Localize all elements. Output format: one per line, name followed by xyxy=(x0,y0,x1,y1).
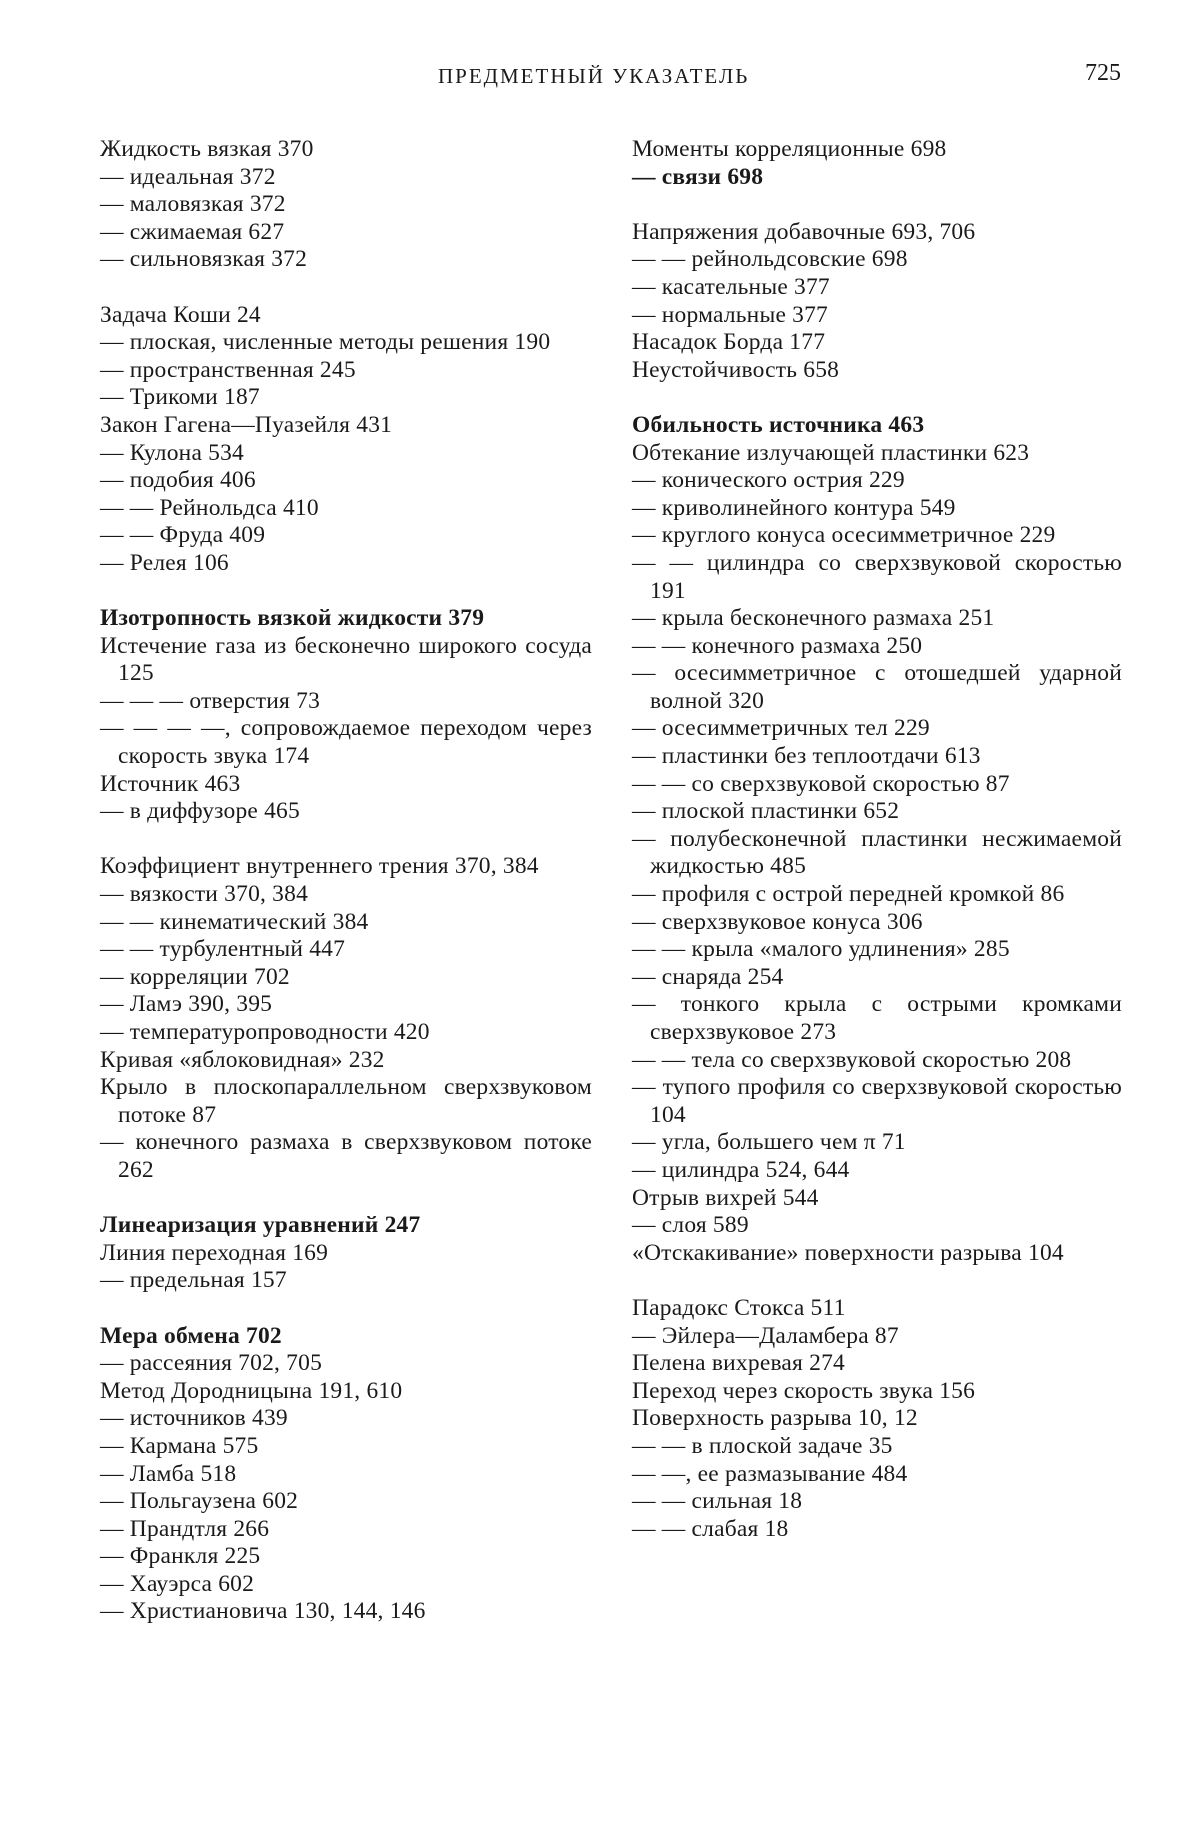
index-entry: — вязкости 370, 384 xyxy=(100,881,309,908)
index-entry: — — крыла «малого удлинения» 285 xyxy=(632,936,1010,963)
index-entry: — — — отверстия 73 xyxy=(100,687,321,714)
index-entry: Линеаризация уравнений 247 xyxy=(100,1212,421,1239)
index-entry: — цилиндра 524, 644 xyxy=(632,1156,850,1183)
index-entry: Жидкость вязкая 370 xyxy=(100,136,314,162)
index-entry: — маловязкая 372 xyxy=(100,191,286,218)
index-column-left xyxy=(100,136,592,1626)
index-entry: — круглого конуса осесимметричное 229 xyxy=(632,522,1056,549)
page-number: 725 xyxy=(1085,60,1121,86)
index-entry: — — Рейнольдса 410 xyxy=(100,494,319,521)
index-entry: — — Фруда 409 xyxy=(100,522,266,549)
entry-gap xyxy=(100,1185,592,1213)
index-entry: — нормальные 377 xyxy=(632,301,829,328)
index-entry: — сильновязкая 372 xyxy=(100,246,308,273)
entry-gap xyxy=(100,1295,592,1323)
index-entry: — идеальная 372 xyxy=(100,163,276,190)
index-entry: — сверхзвуковое конуса 306 xyxy=(632,908,923,935)
index-entry: Линия переходная 169 xyxy=(100,1239,329,1266)
index-entry: — в диффузоре 465 xyxy=(100,798,300,825)
index-entry: — предельная 157 xyxy=(100,1267,287,1294)
index-entry: — температуропроводности 420 xyxy=(100,1019,430,1045)
index-entry: Напряжения добавочные 693, 706 xyxy=(632,218,976,245)
index-entry: — плоской пластинки 652 xyxy=(632,798,900,825)
index-entry: — касательные 377 xyxy=(632,273,830,300)
index-entry: Поверхность разрыва 10, 12 xyxy=(632,1405,918,1432)
index-entry: — конечного размаха в сверхзвуковом потоке 262 xyxy=(100,1129,592,1183)
index-entry: Пелена вихревая 274 xyxy=(632,1350,845,1377)
index-entry: — — рейнольдсовские 698 xyxy=(632,246,908,273)
index-entry: — — в плоской задаче 35 xyxy=(632,1432,893,1459)
index-entry: — крыла бесконечного размаха 251 xyxy=(632,605,995,632)
index-entry: — Франкля 225 xyxy=(100,1543,261,1570)
index-entry: — Ламэ 390, 395 xyxy=(100,991,273,1018)
index-entry: — — цилиндра со сверхзвуковой скоростью 191 xyxy=(632,549,1122,604)
index-entry: — Ламба 518 xyxy=(100,1460,237,1487)
index-entry: Обтекание излучающей пластинки 623 xyxy=(632,439,1030,466)
index-entry: — Релея 106 xyxy=(100,549,229,576)
entry-gap xyxy=(632,191,1122,219)
index-entry: — Хауэрса 602 xyxy=(100,1570,255,1597)
index-entry: — пластинки без теплоотдачи 613 xyxy=(632,743,981,770)
index-entry: — — турбулентный 447 xyxy=(100,936,346,963)
index-entry: — связи 698 xyxy=(632,163,764,190)
index-entry: — плоская, численные методы решения 190 xyxy=(100,329,551,356)
index-entry: — корреляции 702 xyxy=(100,963,290,990)
index-entry: Отрыв вихрей 544 xyxy=(632,1184,819,1211)
index-entry: «Отскакивание» поверхности разрыва 104 xyxy=(632,1239,1064,1266)
index-column-right xyxy=(632,136,1122,1543)
index-entry: — Трикоми 187 xyxy=(100,384,260,411)
index-entry: — — конечного размаха 250 xyxy=(632,632,923,659)
index-entry: — пространственная 245 xyxy=(100,356,356,383)
index-entry: — полубесконечной пластинки несжимаемой жидкостью 485 xyxy=(632,825,1122,880)
index-entry: — источников 439 xyxy=(100,1405,288,1432)
index-entry: — тонкого крыла с острыми кромками сверхзвуковое 273 xyxy=(632,991,1122,1045)
index-entry: — — со сверхзвуковой скоростью 87 xyxy=(632,770,1010,797)
page-header xyxy=(0,56,1200,96)
index-entry: Неустойчивость 658 xyxy=(632,356,840,383)
index-entry: — — сильная 18 xyxy=(632,1488,803,1515)
index-entry: Крыло в плоскопараллельном сверхзвуковом потоке 87 xyxy=(100,1074,592,1128)
index-entry: — Кулона 534 xyxy=(100,439,245,466)
index-entry: — — кинематический 384 xyxy=(100,908,369,935)
index-entry: Моменты корреляционные 698 xyxy=(632,136,947,162)
index-entry: Изотропность вязкой жидкости 379 xyxy=(100,605,485,632)
index-entry: — — слабая 18 xyxy=(632,1515,789,1542)
index-entry: — рассеяния 702, 705 xyxy=(100,1350,323,1377)
running-title: ПРЕДМЕТНЫЙ УКАЗАТЕЛЬ xyxy=(438,64,750,88)
index-entry: — слоя 589 xyxy=(632,1212,749,1239)
index-entry: — подобия 406 xyxy=(100,467,256,494)
index-entry: — Кармана 575 xyxy=(100,1432,259,1459)
index-entry: Метод Дородницына 191, 610 xyxy=(100,1377,403,1404)
entry-gap xyxy=(100,578,592,606)
index-entry: — Эйлера—Даламбера 87 xyxy=(632,1322,899,1349)
index-entry: — снаряда 254 xyxy=(632,963,784,990)
index-entry: — —, ее размазывание 484 xyxy=(632,1460,908,1487)
index-entry: — Христиановича 130, 144, 146 xyxy=(100,1598,426,1625)
index-entry: — Польгаузена 602 xyxy=(100,1488,299,1515)
index-entry: — угла, большего чем π 71 xyxy=(632,1129,906,1156)
index-entry: — криволинейного контура 549 xyxy=(632,494,956,521)
index-entry: Закон Гагена—Пуазейля 431 xyxy=(100,411,393,438)
index-entry: — сжимаемая 627 xyxy=(100,218,285,245)
index-entry: Мера обмена 702 xyxy=(100,1322,282,1349)
index-entry: — Прандтля 266 xyxy=(100,1515,270,1542)
index-entry: Насадок Борда 177 xyxy=(632,329,826,356)
entry-gap xyxy=(632,384,1122,412)
index-entry: Источник 463 xyxy=(100,770,241,797)
index-entry: Кривая «яблоковидная» 232 xyxy=(100,1046,385,1073)
index-entry: Истечение газа из бесконечно широкого сосуда 125 xyxy=(100,632,592,687)
index-entry: Задача Коши 24 xyxy=(100,301,261,328)
index-entry: Коэффициент внутреннего трения 370, 384 xyxy=(100,853,539,880)
entry-gap xyxy=(100,274,592,302)
entry-gap xyxy=(100,826,592,854)
index-entry: Переход через скорость звука 156 xyxy=(632,1377,976,1404)
index-entry: — осесимметричных тел 229 xyxy=(632,715,930,742)
index-entry: — конического острия 229 xyxy=(632,467,905,494)
index-entry: — — — —, сопровождаемое переходом через скорость звука 174 xyxy=(100,715,592,770)
index-entry: — осесимметричное с отошедшей ударной волной 320 xyxy=(632,660,1122,714)
index-entry: — профиля с острой передней кромкой 86 xyxy=(632,881,1065,908)
index-entry: Парадокс Стокса 511 xyxy=(632,1294,846,1321)
index-entry: — — тела со сверхзвуковой скоростью 208 xyxy=(632,1046,1072,1073)
index-entry: — тупого профиля со сверхзвуковой скоростью 104 xyxy=(632,1074,1122,1128)
index-entry: Обильность источника 463 xyxy=(632,411,925,438)
entry-gap xyxy=(632,1267,1122,1295)
